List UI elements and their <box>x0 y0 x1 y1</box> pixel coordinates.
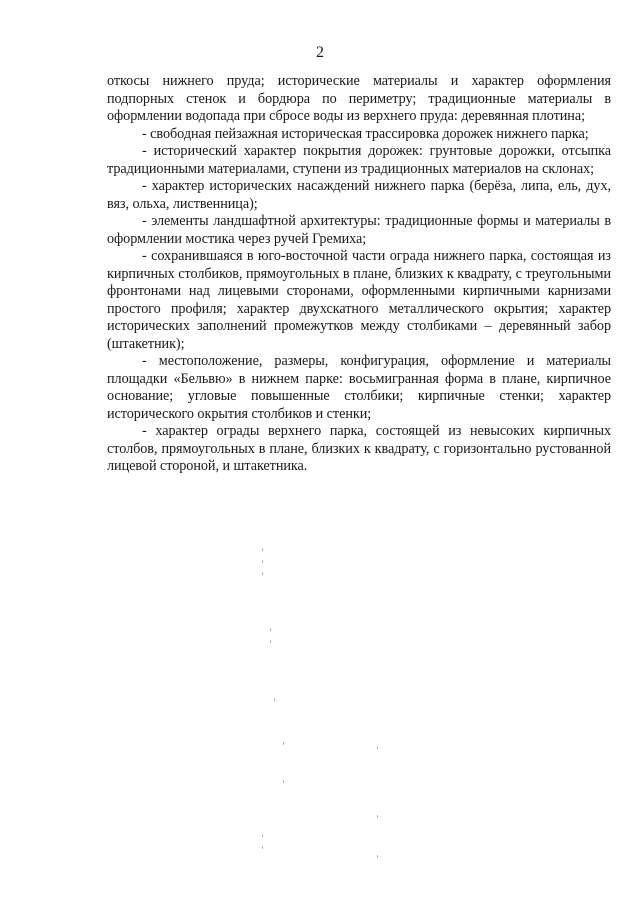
scan-speck <box>283 742 284 745</box>
paragraph: - сохранившаяся в юго-восточной части ограда нижнего парка, состоящая из кирпичных столбиков, прямоугольных в плане, близких к квадрату, с треугольными фронтонами над лицевыми сторонами, оформленными кирпичными карнизами простого профиля; характер двухскатного металлического окрытия; характер исторических заполнений промежутков между столбиками – деревянный забор (штакетник); <box>107 248 611 352</box>
paragraph: - элементы ландшафтной архитектуры: традиционные формы и материалы в оформлении мостика через ручей Гремиха; <box>107 213 611 247</box>
scan-speck <box>283 780 284 783</box>
page-number: 2 <box>316 44 324 61</box>
paragraph: - свободная пейзажная историческая трассировка дорожек нижнего парка; <box>142 125 589 142</box>
scan-speck <box>262 560 263 563</box>
paragraph: - характер ограды верхнего парка, состоящей из невысоких кирпичных столбов, прямоугольных в плане, близких к квадрату, с горизонтально рустованной лицевой стороной, и штакетника. <box>107 423 611 474</box>
scan-speck <box>270 628 271 631</box>
scan-speck <box>262 846 263 849</box>
paragraph: - характер исторических насаждений нижнего парка (берёза, липа, ель, дух, вяз, ольха, лиственница); <box>107 178 611 212</box>
scan-speck <box>377 746 378 749</box>
scan-speck <box>377 815 378 818</box>
document-body <box>107 73 611 476</box>
scan-speck <box>262 548 263 551</box>
scan-speck <box>377 855 378 858</box>
scan-speck <box>262 572 263 575</box>
paragraph: - исторический характер покрытия дорожек: грунтовые дорожки, отсыпка традиционными материалами, ступени из традиционных материалов на склонах; <box>107 143 611 177</box>
paragraph: откосы нижнего пруда; исторические материалы и характер оформления подпорных стенок и бордюра по периметру; традиционные материалы в оформлении водопада при сбросе воды из верхнего пруда: деревянная плотина; <box>107 73 611 124</box>
scan-speck <box>262 834 263 837</box>
scan-speck <box>270 640 271 643</box>
scan-speck <box>274 698 275 701</box>
paragraph: - местоположение, размеры, конфигурация, оформление и материалы площадки «Бельвю» в нижнем парке: восьмигранная форма в плане, кирпичное основание; угловые повышенные столбики; кирпичные стенки; характер исторического окрытия столбиков и стенки; <box>107 353 611 422</box>
